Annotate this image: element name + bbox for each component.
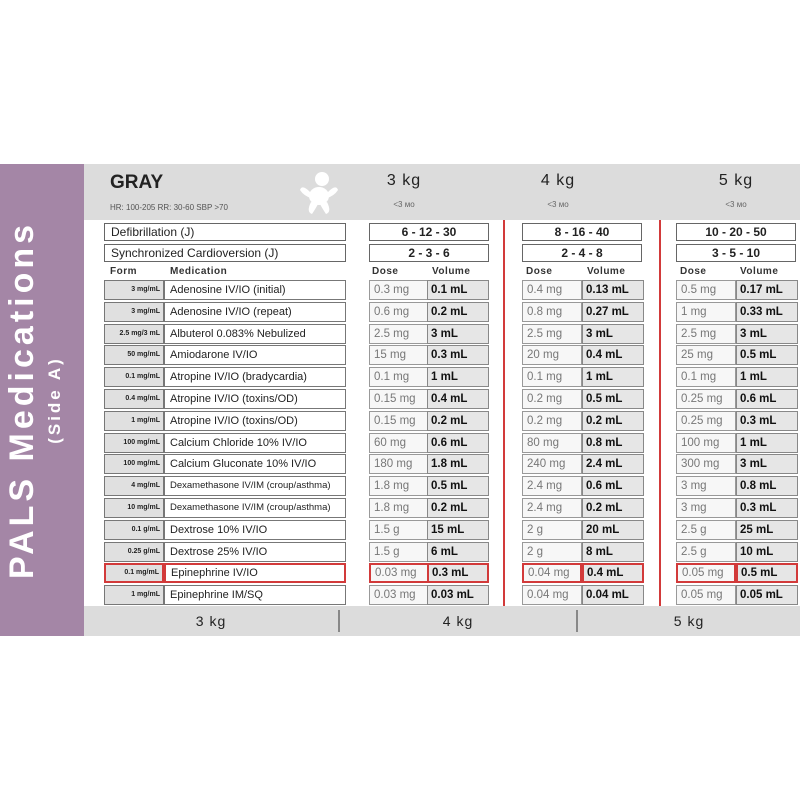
volume-cell: 0.2 mL: [582, 411, 644, 431]
dose-cell: 0.05 mg: [676, 585, 736, 605]
medication-name-cell: Atropine IV/IO (toxins/OD): [164, 389, 346, 409]
medication-name-cell: Adenosine IV/IO (initial): [164, 280, 346, 300]
dose-cell: 0.15 mg: [369, 411, 429, 431]
dose-cell: 2 g: [522, 520, 582, 540]
medication-name-cell: Dexamethasone IV/IM (croup/asthma): [164, 498, 346, 518]
dose-cell: 0.2 mg: [522, 389, 582, 409]
volume-cell: 0.27 mL: [582, 302, 644, 322]
age-label: <3 мо: [547, 200, 569, 209]
form-cell: 0.1 mg/mL: [104, 367, 164, 387]
cardioversion-value-3kg: 2 - 3 - 6: [369, 244, 489, 262]
dose-cell: 0.04 mg: [522, 585, 582, 605]
dose-cell: 80 mg: [522, 433, 582, 453]
volume-cell: 0.5 mL: [736, 563, 798, 583]
dose-cell: 0.05 mg: [676, 563, 736, 583]
medication-name-cell: Adenosine IV/IO (repeat): [164, 302, 346, 322]
medication-row: [0, 389, 800, 409]
form-cell: 0.1 g/mL: [104, 520, 164, 540]
dose-cell: 0.6 mg: [369, 302, 429, 322]
form-cell: 0.25 g/mL: [104, 542, 164, 562]
medication-row: [0, 367, 800, 387]
volume-cell: 0.2 mL: [427, 498, 489, 518]
volume-cell: 0.5 mL: [582, 389, 644, 409]
footer: [84, 606, 800, 636]
form-cell: 100 mg/mL: [104, 454, 164, 474]
form-cell: 10 mg/mL: [104, 498, 164, 518]
medication-name-cell: Epinephrine IM/SQ: [164, 585, 346, 605]
volume-cell: 15 mL: [427, 520, 489, 540]
medication-name-cell: Dexamethasone IV/IM (croup/asthma): [164, 476, 346, 496]
volume-cell: 0.3 mL: [427, 345, 489, 365]
dose-cell: 0.1 mg: [369, 367, 429, 387]
medication-name-cell: Amiodarone IV/IO: [164, 345, 346, 365]
age-label: <3 мо: [393, 200, 415, 209]
dose-cell: 15 mg: [369, 345, 429, 365]
volume-cell: 1 mL: [736, 367, 798, 387]
volume-cell: 0.5 mL: [427, 476, 489, 496]
dose-cell: 1 mg: [676, 302, 736, 322]
dose-cell: 0.25 mg: [676, 389, 736, 409]
medication-row: [0, 476, 800, 496]
dose-cell: 2.4 mg: [522, 498, 582, 518]
defib-value-4kg: 8 - 16 - 40: [522, 223, 642, 241]
side-subtitle: (Side A): [45, 356, 64, 444]
medication-name-cell: Atropine IV/IO (bradycardia): [164, 367, 346, 387]
form-cell: 0.1 mg/mL: [104, 563, 164, 583]
weight-label: 5 kg: [718, 172, 754, 189]
dose-cell: 0.03 mg: [369, 563, 429, 583]
volume-cell: 0.6 mL: [582, 476, 644, 496]
volume-cell: 0.2 mL: [427, 302, 489, 322]
volume-header: Volume: [740, 266, 779, 277]
dose-cell: 1.5 g: [369, 542, 429, 562]
dose-cell: 0.1 mg: [676, 367, 736, 387]
side-title-text: PALS Medications: [3, 220, 41, 580]
dose-cell: 0.3 mg: [369, 280, 429, 300]
volume-cell: 0.4 mL: [582, 563, 644, 583]
cardioversion-value-5kg: 3 - 5 - 10: [676, 244, 796, 262]
volume-header: Volume: [432, 266, 471, 277]
defib-label: Defibrillation (J): [104, 223, 346, 241]
volume-cell: 3 mL: [582, 324, 644, 344]
dose-cell: 1.8 mg: [369, 476, 429, 496]
age-label: <3 мо: [725, 200, 747, 209]
form-cell: 0.4 mg/mL: [104, 389, 164, 409]
volume-cell: 0.05 mL: [736, 585, 798, 605]
weight-label: 3 kg: [386, 172, 422, 189]
volume-cell: 0.03 mL: [427, 585, 489, 605]
dose-cell: 25 mg: [676, 345, 736, 365]
volume-cell: 2.4 mL: [582, 454, 644, 474]
dose-cell: 0.15 mg: [369, 389, 429, 409]
vitals-text: HR: 100-205 RR: 30-60 SBP >70: [110, 203, 228, 212]
volume-cell: 20 mL: [582, 520, 644, 540]
medication-header: Medication: [170, 266, 228, 277]
volume-cell: 0.3 mL: [736, 411, 798, 431]
dose-header: Dose: [526, 266, 553, 277]
medication-row: [0, 411, 800, 431]
weight-header-4kg: [488, 172, 628, 209]
medication-row: [0, 542, 800, 562]
volume-cell: 25 mL: [736, 520, 798, 540]
weight-label: 4 kg: [540, 172, 576, 189]
medication-name-cell: Calcium Chloride 10% IV/IO: [164, 433, 346, 453]
dose-cell: 100 mg: [676, 433, 736, 453]
medication-row: [0, 345, 800, 365]
medication-row: [0, 324, 800, 344]
form-header: Form: [110, 266, 137, 277]
medication-name-cell: Epinephrine IV/IO: [164, 563, 346, 583]
form-cell: 2.5 mg/3 mL: [104, 324, 164, 344]
footer-weight-5kg: 5 kg: [673, 613, 705, 629]
form-cell: 1 mg/mL: [104, 411, 164, 431]
dose-cell: 1.5 g: [369, 520, 429, 540]
volume-cell: 3 mL: [427, 324, 489, 344]
dose-cell: 0.1 mg: [522, 367, 582, 387]
volume-cell: 0.6 mL: [736, 389, 798, 409]
dose-cell: 2.5 g: [676, 542, 736, 562]
dose-cell: 2 g: [522, 542, 582, 562]
volume-cell: 3 mL: [736, 324, 798, 344]
volume-cell: 0.17 mL: [736, 280, 798, 300]
medication-name-cell: Calcium Gluconate 10% IV/IO: [164, 454, 346, 474]
medication-name-cell: Albuterol 0.083% Nebulized: [164, 324, 346, 344]
medication-row: [0, 498, 800, 518]
form-cell: 3 mg/mL: [104, 302, 164, 322]
volume-cell: 0.8 mL: [736, 476, 798, 496]
volume-cell: 0.3 mL: [736, 498, 798, 518]
dose-cell: 3 mg: [676, 476, 736, 496]
dose-cell: 0.03 mg: [369, 585, 429, 605]
dose-cell: 20 mg: [522, 345, 582, 365]
dose-cell: 0.4 mg: [522, 280, 582, 300]
dose-cell: 0.04 mg: [522, 563, 582, 583]
dose-cell: 180 mg: [369, 454, 429, 474]
volume-cell: 0.4 mL: [582, 345, 644, 365]
volume-cell: 0.13 mL: [582, 280, 644, 300]
header: [84, 164, 800, 220]
form-cell: 50 mg/mL: [104, 345, 164, 365]
volume-cell: 10 mL: [736, 542, 798, 562]
volume-cell: 1 mL: [736, 433, 798, 453]
dose-cell: 300 mg: [676, 454, 736, 474]
footer-weight-4kg: 4 kg: [442, 613, 474, 629]
medication-name-cell: Atropine IV/IO (toxins/OD): [164, 411, 346, 431]
pals-card: [0, 164, 800, 636]
cardioversion-label: Synchronized Cardioversion (J): [104, 244, 346, 262]
volume-cell: 0.6 mL: [427, 433, 489, 453]
defib-value-3kg: 6 - 12 - 30: [369, 223, 489, 241]
dose-cell: 2.5 mg: [522, 324, 582, 344]
volume-cell: 0.33 mL: [736, 302, 798, 322]
dose-cell: 2.5 g: [676, 520, 736, 540]
dose-cell: 0.2 mg: [522, 411, 582, 431]
volume-cell: 0.8 mL: [582, 433, 644, 453]
dose-header: Dose: [372, 266, 399, 277]
volume-cell: 0.2 mL: [582, 498, 644, 518]
dose-cell: 1.8 mg: [369, 498, 429, 518]
medication-row: [0, 563, 800, 583]
volume-cell: 0.4 mL: [427, 389, 489, 409]
zone-name: GRAY: [110, 172, 164, 193]
medication-name-cell: Dextrose 25% IV/IO: [164, 542, 346, 562]
dose-cell: 2.4 mg: [522, 476, 582, 496]
dose-cell: 2.5 mg: [676, 324, 736, 344]
volume-cell: 3 mL: [736, 454, 798, 474]
dose-cell: 0.5 mg: [676, 280, 736, 300]
medication-row: [0, 585, 800, 605]
medication-row: [0, 280, 800, 300]
cardioversion-value-4kg: 2 - 4 - 8: [522, 244, 642, 262]
form-cell: 100 mg/mL: [104, 433, 164, 453]
medication-name-cell: Dextrose 10% IV/IO: [164, 520, 346, 540]
volume-cell: 1 mL: [582, 367, 644, 387]
volume-cell: 0.1 mL: [427, 280, 489, 300]
dose-cell: 60 mg: [369, 433, 429, 453]
weight-header-5kg: [666, 172, 800, 209]
volume-cell: 0.04 mL: [582, 585, 644, 605]
weight-header-3kg: [334, 172, 474, 209]
volume-header: Volume: [587, 266, 626, 277]
volume-cell: 8 mL: [582, 542, 644, 562]
medication-row: [0, 454, 800, 474]
medication-row: [0, 433, 800, 453]
volume-cell: 6 mL: [427, 542, 489, 562]
volume-cell: 0.3 mL: [427, 563, 489, 583]
dose-cell: 0.25 mg: [676, 411, 736, 431]
dose-cell: 2.5 mg: [369, 324, 429, 344]
defib-value-5kg: 10 - 20 - 50: [676, 223, 796, 241]
form-cell: 1 mg/mL: [104, 585, 164, 605]
volume-cell: 1 mL: [427, 367, 489, 387]
dose-cell: 240 mg: [522, 454, 582, 474]
medication-row: [0, 520, 800, 540]
form-cell: 4 mg/mL: [104, 476, 164, 496]
form-cell: 3 mg/mL: [104, 280, 164, 300]
footer-weight-3kg: 3 kg: [195, 613, 227, 629]
volume-cell: 0.5 mL: [736, 345, 798, 365]
dose-cell: 3 mg: [676, 498, 736, 518]
dose-header: Dose: [680, 266, 707, 277]
medication-row: [0, 302, 800, 322]
volume-cell: 1.8 mL: [427, 454, 489, 474]
dose-cell: 0.8 mg: [522, 302, 582, 322]
volume-cell: 0.2 mL: [427, 411, 489, 431]
